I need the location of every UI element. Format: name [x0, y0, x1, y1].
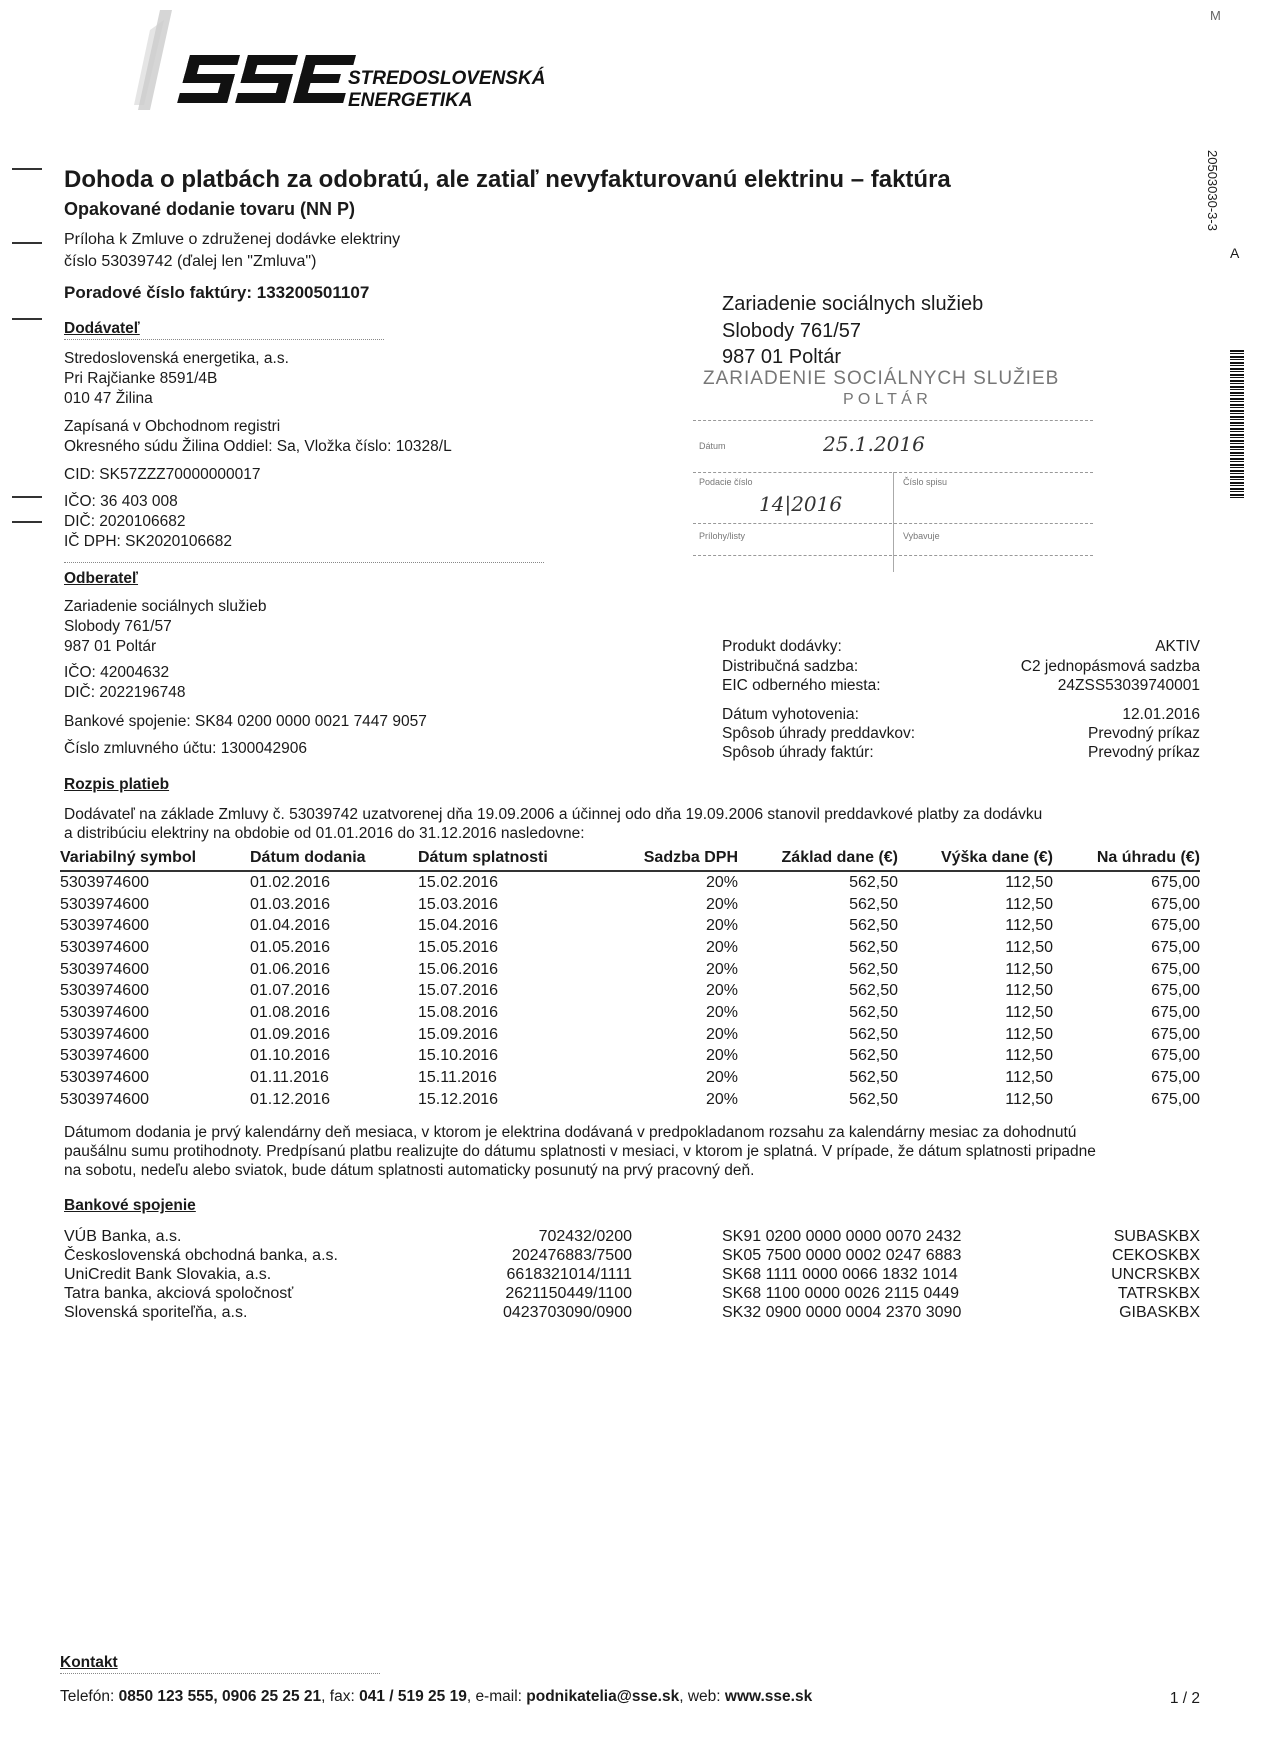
bank-iban: SK32 0900 0000 0004 2370 3090	[722, 1304, 962, 1321]
delivery-date-cell: 01.05.2016	[250, 938, 331, 956]
column-header: Základ dane (€)	[738, 846, 898, 871]
side-code: 20503030-3-3	[1205, 150, 1220, 231]
delivery-date-cell: 01.06.2016	[250, 960, 331, 978]
stamp-date-value: 25.1.2016	[823, 432, 925, 456]
tax-amount-cell: 112,50	[1005, 895, 1053, 913]
amount-due-cell: 675,00	[1151, 873, 1200, 891]
side-letter: A	[1230, 245, 1240, 261]
delivery-date-cell: 01.08.2016	[250, 1003, 331, 1021]
attachment-line2: číslo 53039742 (ďalej len "Zmluva")	[64, 253, 317, 270]
variable-symbol-cell: 5303974600	[60, 960, 149, 978]
bank-account: 0423703090/0900	[502, 1304, 632, 1321]
tax-base-cell: 562,50	[849, 895, 898, 913]
variable-symbol-cell: 5303974600	[60, 917, 149, 935]
tax-amount-cell: 112,50	[1005, 1025, 1053, 1043]
invoice-payment-value: Prevodný príkaz	[1088, 744, 1200, 761]
bank-bic: SUBASKBX	[1113, 1228, 1200, 1245]
tax-base-cell: 562,50	[849, 1025, 898, 1043]
product-value: AKTIV	[1155, 638, 1200, 655]
advance-payment-value: Prevodný príkaz	[1088, 725, 1200, 742]
recipient-address-city: 987 01 Poltár	[722, 346, 841, 368]
bank-iban: SK05 7500 0000 0002 0247 6883	[722, 1247, 962, 1264]
bank-name: Tatra banka, akciová spoločnosť	[64, 1285, 294, 1302]
product-label: Produkt dodávky:	[722, 638, 842, 655]
customer-ico: IČO: 42004632	[64, 664, 170, 681]
customer-dic: DIČ: 2022196748	[64, 684, 186, 701]
vat-rate-cell: 20%	[705, 873, 738, 891]
logo-text-line1: STREDOSLOVENSKÁ	[348, 68, 546, 89]
due-date-cell: 15.06.2016	[418, 960, 499, 978]
recipient-address-street: Slobody 761/57	[722, 320, 862, 342]
banks-heading: Bankové spojenie	[64, 1197, 196, 1214]
delivery-date-cell: 01.12.2016	[250, 1090, 331, 1108]
divider	[64, 339, 384, 340]
table-row	[60, 1046, 1200, 1068]
payments-note-line3: na sobotu, nedeľu alebo sviatok, bude dátum splatnosti automaticky posunutý na prvý pracovný deň.	[64, 1162, 755, 1179]
bank-bic: UNCRSKBX	[1111, 1266, 1200, 1283]
tax-base-cell: 562,50	[849, 1003, 898, 1021]
column-header: Sadzba DPH	[618, 846, 738, 871]
vat-rate-cell: 20%	[705, 1003, 738, 1021]
supplier-register-line1: Zapísaná v Obchodnom registri	[64, 418, 281, 435]
tax-base-cell: 562,50	[849, 982, 898, 1000]
advance-payment-label: Spôsob úhrady preddavkov:	[722, 725, 916, 742]
tax-base-cell: 562,50	[849, 938, 898, 956]
table-row	[60, 959, 1200, 981]
due-date-cell: 15.08.2016	[418, 1003, 499, 1021]
phone-numbers: 0850 123 555, 0906 25 25 21	[118, 1688, 322, 1705]
delivery-date-cell: 01.10.2016	[250, 1047, 331, 1065]
stamp-handle-label: Vybavuje	[903, 531, 940, 541]
tax-base-cell: 562,50	[849, 917, 898, 935]
bank-bic: CEKOSKBX	[1111, 1247, 1200, 1264]
payments-heading: Rozpis platieb	[64, 776, 170, 793]
margin-mark	[12, 496, 42, 498]
tax-amount-cell: 112,50	[1005, 960, 1053, 978]
stamp-divider	[893, 472, 894, 572]
delivery-date-cell: 01.04.2016	[250, 917, 331, 935]
customer-name: Zariadenie sociálnych služieb	[64, 598, 267, 615]
tax-amount-cell: 112,50	[1005, 873, 1053, 891]
delivery-date-cell: 01.07.2016	[250, 982, 331, 1000]
bank-row	[60, 1285, 1200, 1304]
delivery-date-cell: 01.09.2016	[250, 1025, 331, 1043]
barcode-icon	[1230, 350, 1244, 500]
due-date-cell: 15.03.2016	[418, 895, 499, 913]
due-date-cell: 15.07.2016	[418, 982, 499, 1000]
logo-text-line2: ENERGETIKA	[348, 90, 473, 111]
tax-amount-cell: 112,50	[1005, 982, 1053, 1000]
stamp-header: ZARIADENIE SOCIÁLNYCH SLUŽIEB	[703, 368, 1060, 389]
eic-value: 24ZSS53039740001	[1057, 677, 1200, 694]
tax-amount-cell: 112,50	[1005, 938, 1053, 956]
column-header: Na úhradu (€)	[1053, 846, 1200, 871]
margin-mark	[12, 168, 42, 170]
stamp-reg-value: 14|2016	[759, 492, 843, 516]
vat-rate-cell: 20%	[705, 917, 738, 935]
customer-bank: Bankové spojenie: SK84 0200 0000 0021 7447 9057	[64, 713, 427, 730]
amount-due-cell: 675,00	[1151, 1025, 1200, 1043]
customer-account: Číslo zmluvného účtu: 1300042906	[64, 740, 307, 757]
customer-city: 987 01 Poltár	[64, 638, 157, 655]
supplier-name: Stredoslovenská energetika, a.s.	[64, 350, 289, 367]
invoice-payment-label: Spôsob úhrady faktúr:	[722, 744, 874, 761]
payments-note-line1: Dátumom dodania je prvý kalendárny deň mesiaca, v ktorom je elektrina dodávaná v predpokladanom rozsahu za kalendárny mesiac za dohodnutú	[64, 1124, 1077, 1141]
due-date-cell: 15.11.2016	[418, 1069, 497, 1087]
stamp-count-label: Číslo spisu	[903, 477, 948, 487]
stamp-date-label: Dátum	[699, 441, 726, 451]
tax-amount-cell: 112,50	[1005, 1047, 1053, 1065]
amount-due-cell: 675,00	[1151, 982, 1200, 1000]
contact-heading: Kontakt	[60, 1654, 118, 1671]
supplier-street: Pri Rajčianke 8591/4B	[64, 370, 218, 387]
vat-rate-cell: 20%	[705, 982, 738, 1000]
stamp-line	[693, 420, 1093, 421]
bank-iban: SK68 1111 0000 0066 1832 1014	[722, 1266, 958, 1283]
tax-base-cell: 562,50	[849, 873, 898, 891]
bank-name: Slovenská sporiteľňa, a.s.	[64, 1304, 248, 1321]
bank-bic: GIBASKBX	[1119, 1304, 1200, 1321]
vat-rate-cell: 20%	[705, 1069, 738, 1087]
due-date-cell: 15.09.2016	[418, 1025, 499, 1043]
table-row	[60, 1089, 1200, 1111]
phone-label: Telefón:	[60, 1688, 119, 1705]
corner-mark: M	[1210, 8, 1221, 23]
margin-mark	[12, 521, 42, 523]
rate-label: Distribučná sadzba:	[722, 658, 859, 675]
issue-date-value: 12.01.2016	[1122, 706, 1200, 723]
supplier-ico: IČO: 36 403 008	[64, 493, 178, 510]
bank-iban: SK68 1100 0000 0026 2115 0449	[722, 1285, 959, 1302]
vat-rate-cell: 20%	[705, 1025, 738, 1043]
fax-label: , fax:	[321, 1688, 360, 1705]
bank-bic: TATRSKBX	[1117, 1285, 1200, 1302]
due-date-cell: 15.05.2016	[418, 938, 499, 956]
supplier-cid: CID: SK57ZZZ70000000017	[64, 466, 261, 483]
email-label: , e-mail:	[466, 1688, 527, 1705]
amount-due-cell: 675,00	[1151, 938, 1200, 956]
supplier-city: 010 47 Žilina	[64, 390, 153, 407]
tax-amount-cell: 112,50	[1005, 1003, 1053, 1021]
vat-rate-cell: 20%	[705, 938, 738, 956]
divider	[64, 562, 544, 563]
tax-amount-cell: 112,50	[1005, 1090, 1053, 1108]
variable-symbol-cell: 5303974600	[60, 873, 149, 891]
bank-iban: SK91 0200 0000 0000 0070 2432	[722, 1228, 962, 1245]
due-date-cell: 15.12.2016	[418, 1090, 499, 1108]
delivery-date-cell: 01.03.2016	[250, 895, 331, 913]
payments-table	[60, 846, 1200, 1111]
variable-symbol-cell: 5303974600	[60, 982, 149, 1000]
supplier-dic: DIČ: 2020106682	[64, 513, 186, 530]
customer-heading: Odberateľ	[64, 570, 139, 587]
bank-account: 2621150449/1100	[505, 1285, 632, 1302]
invoice-number-value: 133200501107	[256, 283, 370, 302]
bank-account: 6618321014/1111	[506, 1266, 632, 1283]
document-title: Dohoda o platbách za odobratú, ale zatiaľ nevyfakturovanú elektrinu – faktúra	[64, 166, 951, 193]
supplier-heading: Dodávateľ	[64, 320, 140, 337]
eic-label: EIC odberného miesta:	[722, 677, 881, 694]
document-subtitle: Opakované dodanie tovaru (NN P)	[64, 199, 356, 219]
bank-row	[60, 1247, 1200, 1266]
vat-rate-cell: 20%	[705, 1047, 738, 1065]
due-date-cell: 15.10.2016	[418, 1047, 499, 1065]
bank-account: 702432/0200	[538, 1228, 632, 1245]
issue-date-label: Dátum vyhotovenia:	[722, 706, 859, 723]
bank-row	[60, 1304, 1200, 1323]
page-number: 1 / 2	[1169, 1690, 1200, 1707]
tax-base-cell: 562,50	[849, 960, 898, 978]
variable-symbol-cell: 5303974600	[60, 1003, 149, 1021]
web-label: , web:	[679, 1688, 725, 1705]
tax-base-cell: 562,50	[849, 1047, 898, 1065]
due-date-cell: 15.04.2016	[418, 917, 499, 935]
tax-base-cell: 562,50	[849, 1090, 898, 1108]
column-header: Dátum splatnosti	[418, 846, 618, 871]
amount-due-cell: 675,00	[1151, 1047, 1200, 1065]
invoice-number-label: Poradové číslo faktúry:	[64, 283, 253, 302]
table-row	[60, 1002, 1200, 1024]
attachment-line1: Príloha k Zmluve o združenej dodávke elektriny	[64, 231, 401, 248]
vat-rate-cell: 20%	[705, 1090, 738, 1108]
rate-value: C2 jednopásmová sadzba	[1020, 658, 1200, 675]
column-header: Dátum dodania	[250, 846, 418, 871]
table-row	[60, 1067, 1200, 1089]
variable-symbol-cell: 5303974600	[60, 895, 149, 913]
delivery-date-cell: 01.11.2016	[250, 1069, 329, 1087]
column-header: Variabilný symbol	[60, 846, 250, 871]
vat-rate-cell: 20%	[705, 895, 738, 913]
amount-due-cell: 675,00	[1151, 1069, 1200, 1087]
stamp-reg-label: Podacie číslo	[699, 477, 753, 487]
amount-due-cell: 675,00	[1151, 960, 1200, 978]
bank-row	[60, 1228, 1200, 1247]
amount-due-cell: 675,00	[1151, 1003, 1200, 1021]
email-link[interactable]: podnikatelia@sse.sk	[526, 1688, 680, 1705]
vat-rate-cell: 20%	[705, 960, 738, 978]
bank-name: VÚB Banka, a.s.	[64, 1228, 182, 1245]
supplier-icdph: IČ DPH: SK2020106682	[64, 533, 233, 550]
table-row	[60, 871, 1200, 894]
margin-mark	[12, 318, 42, 320]
variable-symbol-cell: 5303974600	[60, 1047, 149, 1065]
table-row	[60, 894, 1200, 916]
payments-intro-line2: a distribúciu elektriny na obdobie od 01.01.2016 do 31.12.2016 nasledovne:	[64, 825, 585, 842]
table-row	[60, 915, 1200, 937]
tax-base-cell: 562,50	[849, 1069, 898, 1087]
invoice-number	[64, 283, 369, 303]
tax-amount-cell: 112,50	[1005, 1069, 1053, 1087]
recipient-address-name: Zariadenie sociálnych služieb	[722, 293, 984, 315]
fax-number: 041 / 519 25 19	[359, 1688, 467, 1705]
margin-mark	[12, 242, 42, 244]
bank-account: 202476883/7500	[511, 1247, 632, 1264]
variable-symbol-cell: 5303974600	[60, 1069, 149, 1087]
due-date-cell: 15.02.2016	[418, 873, 499, 891]
bank-row	[60, 1266, 1200, 1285]
table-row	[60, 937, 1200, 959]
variable-symbol-cell: 5303974600	[60, 1090, 149, 1108]
amount-due-cell: 675,00	[1151, 917, 1200, 935]
supplier-register-line2: Okresného súdu Žilina Oddiel: Sa, Vložka číslo: 10328/L	[64, 438, 452, 455]
stamp-attach-label: Prílohy/listy	[699, 531, 746, 541]
registry-stamp	[693, 355, 1093, 585]
tax-amount-cell: 112,50	[1005, 917, 1053, 935]
stamp-place: P O L T Á R	[843, 391, 928, 408]
variable-symbol-cell: 5303974600	[60, 938, 149, 956]
contact-line	[60, 1688, 812, 1706]
delivery-date-cell: 01.02.2016	[250, 873, 331, 891]
amount-due-cell: 675,00	[1151, 895, 1200, 913]
customer-street: Slobody 761/57	[64, 618, 172, 635]
divider	[60, 1673, 380, 1674]
amount-due-cell: 675,00	[1151, 1090, 1200, 1108]
sse-logo	[120, 10, 560, 120]
payments-note-line2: paušálnu sumu protihodnoty. Predpísanú platbu realizujte do dátumu splatnosti v mesiaci, v ktorom je splatná. V prípade, že dátum splatnosti pripadne	[64, 1143, 1096, 1160]
bank-name: UniCredit Bank Slovakia, a.s.	[64, 1266, 272, 1283]
payments-intro-line1: Dodávateľ na základe Zmluvy č. 53039742 uzatvorenej dňa 19.09.2006 a účinnej odo dňa 19.09.2006 stanovil preddavkové platby za dodávku	[64, 806, 1043, 823]
variable-symbol-cell: 5303974600	[60, 1025, 149, 1043]
table-row	[60, 980, 1200, 1002]
bank-name: Československá obchodná banka, a.s.	[64, 1247, 338, 1264]
web-link[interactable]: www.sse.sk	[724, 1688, 813, 1705]
table-row	[60, 1024, 1200, 1046]
table-header-row	[60, 846, 1200, 871]
column-header: Výška dane (€)	[898, 846, 1053, 871]
